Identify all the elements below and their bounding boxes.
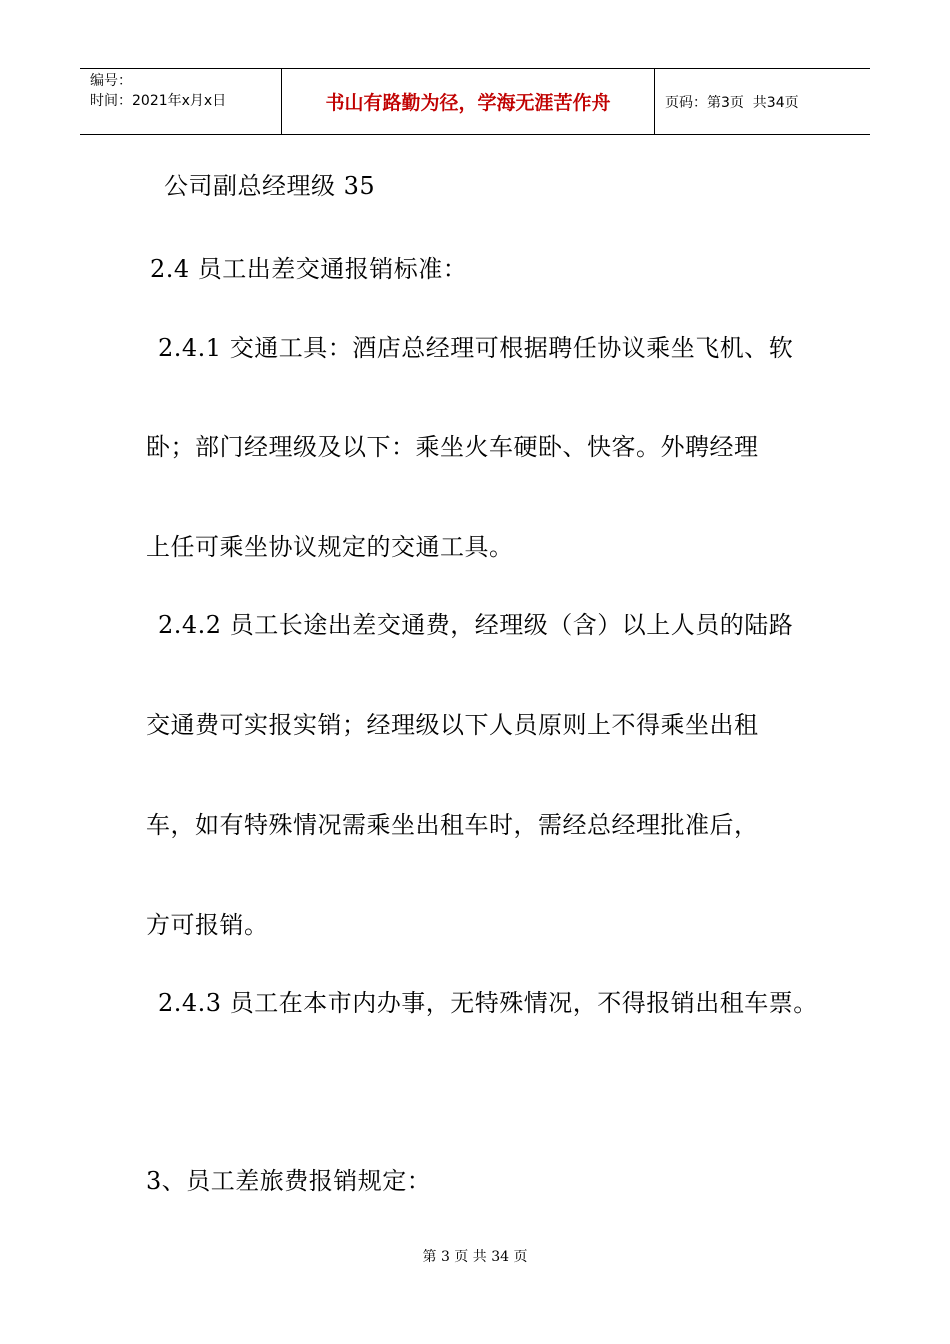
section-heading: 2.4 员工出差交通报销标准： [150, 255, 468, 283]
time-label: 时间：2021年x月x日 [90, 93, 227, 109]
body-line: 交通费可实报实销；经理级以下人员原则上不得乘坐出租 [146, 711, 759, 739]
body-line: 车，如有特殊情况需乘坐出租车时，需经总经理批准后， [146, 811, 759, 839]
header-meta [80, 69, 282, 134]
body-line: 上任可乘坐协议规定的交通工具。 [146, 533, 514, 561]
number-label: 编号： [90, 73, 132, 89]
header-page-info [655, 69, 870, 134]
body-line: 2.4.1 交通工具：酒店总经理可根据聘任协议乘坐飞机、软 [158, 334, 794, 362]
page-footer: 第 3 页 共 34 页 [422, 1249, 528, 1265]
body-line: 卧；部门经理级及以下：乘坐火车硬卧、快客。外聘经理 [146, 433, 759, 461]
body-line: 方可报销。 [146, 911, 269, 939]
body-line: 2.4.2 员工长途出差交通费，经理级（含）以上人员的陆路 [158, 611, 794, 639]
body-line: 2.4.3 员工在本市内办事，无特殊情况，不得报销出租车票。 [158, 989, 818, 1017]
header-motto: 书山有路勤为径，学海无涯苦作舟 [282, 69, 655, 134]
section-heading: 3、员工差旅费报销规定： [146, 1167, 432, 1195]
body-line: 公司副总经理级 35 [164, 172, 376, 200]
page-info-text: 页码：第3页 共34页 [665, 94, 799, 111]
page-header [80, 68, 870, 135]
